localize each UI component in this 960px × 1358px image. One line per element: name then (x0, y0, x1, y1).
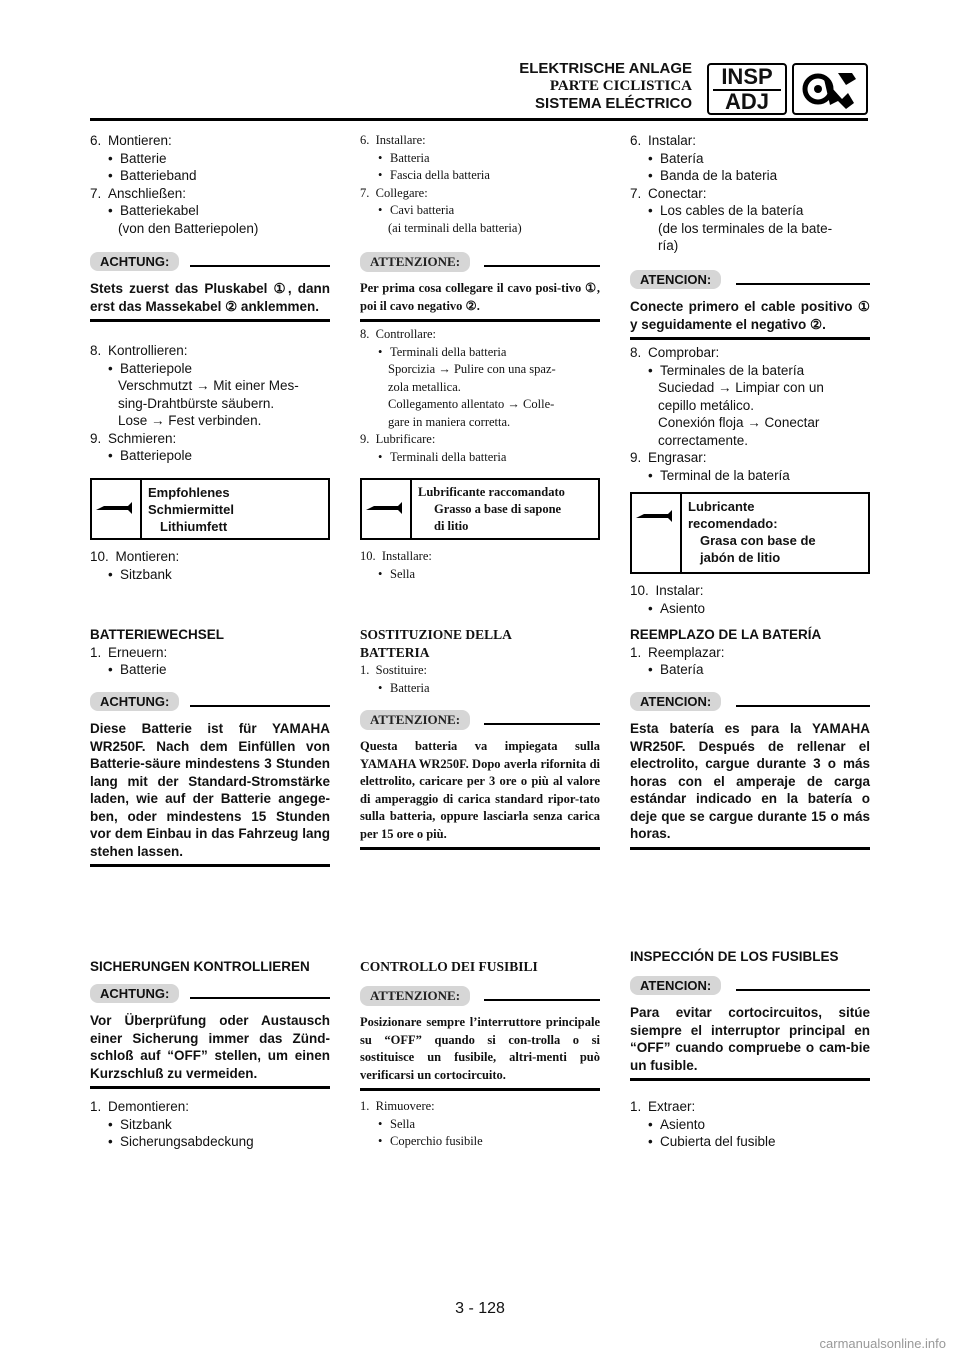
list-item: • Asiento (630, 1116, 870, 1134)
caution-text: Para evitar cortocircuitos, sitúe siempre el interruptor principal en “OFF” cuando compruebe o cam-bie un fusible. (630, 1005, 870, 1073)
grease-gun-icon (92, 480, 142, 538)
header-title-it: PARTE CICLISTICA (549, 78, 692, 94)
caution-label: ATTENZIONE: (360, 710, 470, 730)
step-lubricate: 9. Engrasar: (630, 450, 707, 465)
caution-rule (90, 864, 330, 867)
lubricant-box (360, 478, 600, 540)
caution-box (90, 984, 330, 1089)
caution-label: ACHTUNG: (90, 252, 179, 271)
lubricant-label: Schmiermittel (148, 502, 234, 517)
caution-text: Diese Batterie ist für YAMAHA WR250F. Nach dem Einfüllen von Batterie-säure mindestens 3 Stunden lang mit der Standard-Stromstärke laden, wie auf der Batterie angege-ben, oder mindestens 15 Stunden vor dem Einbau in das Fahrzeug lang stehen lassen. (90, 721, 330, 859)
lubricant-value: di litio (434, 519, 469, 533)
list-subitem: Sporcizia → Pulire con una spaz- (388, 362, 556, 376)
list-subitem: (de los terminales de la bate- (658, 220, 833, 236)
badge-bottom-label: ADJ (724, 89, 769, 114)
step-connect: 7. Conectar: (630, 185, 707, 201)
caution-rule (360, 319, 600, 322)
list-item: • Batterie (90, 661, 330, 679)
insp-adj-badge (707, 63, 787, 115)
caution-label: ATENCION: (630, 976, 721, 995)
caution-box (630, 692, 870, 850)
list-subitem: ría) (658, 238, 679, 253)
caution-rule (630, 847, 870, 850)
list-item: • Asiento (630, 600, 870, 618)
list-item: • Los cables de la batería (630, 202, 870, 220)
list-subitem: Conexión floja → Conectar (658, 415, 820, 430)
caution-text: Vor Überprüfung oder Austausch einer Sicherung immer das Zünd-schloß auf “OFF” stellen, um einen Kurzschluß zu vermeiden. (90, 1013, 330, 1081)
caution-label: ACHTUNG: (90, 984, 179, 1003)
section-title: CONTROLLO DEI FUSIBILI (360, 959, 538, 974)
step-replace: 1. Erneuern: (90, 644, 168, 660)
list-item: • Fascia della batteria (360, 167, 600, 185)
list-item: • Batería (630, 150, 870, 168)
header-title-es: SISTEMA ELÉCTRICO (535, 95, 692, 112)
caution-text: Conecte primero el cable positivo ① y seguidamente el negativo ②. (630, 299, 870, 332)
caution-box (630, 976, 870, 1081)
step-install: 10. Montieren: (90, 549, 180, 564)
caution-box (630, 270, 870, 340)
step-check: 8. Comprobar: (630, 345, 720, 360)
lubricant-value: Grasso a base di sapone (434, 502, 562, 516)
watermark-link[interactable]: carmanualsonline.info (819, 1336, 946, 1351)
list-subitem: zola metallica. (388, 379, 461, 394)
list-item: • Batterie (90, 150, 330, 168)
list-item: • Batteriekabel (90, 202, 330, 220)
list-subitem: Collegamento allentato → Colle- (388, 397, 555, 411)
caution-text: Stets zuerst das Pluskabel ①, dann erst das Massekabel ② anklemmen. (90, 281, 330, 314)
caution-text: Questa batteria va impiegata sulla YAMAHA WR250F. Dopo averla rifornita di elettrolito, caricare per 3 ore o più al valore di amperaggio di carica standard ripor-tato sulla batteria, oppure lasciarla senza carica per 15 ore o più. (360, 739, 600, 841)
grease-gun-icon (362, 480, 412, 538)
grease-gun-icon (632, 494, 682, 572)
lubricant-value: jabón de litio (700, 550, 781, 565)
section-title: REEMPLAZO DE LA BATERÍA (630, 627, 822, 642)
step-replace: 1. Reemplazar: (630, 644, 725, 660)
lubricant-value: Grasa con base de (700, 533, 816, 548)
list-item: • Batterieband (90, 167, 330, 185)
list-subitem: correctamente. (658, 432, 749, 448)
caution-label: ATTENZIONE: (360, 986, 470, 1006)
step-install: 6. Installare: (360, 133, 426, 147)
lubricant-box (90, 478, 330, 540)
caution-rule (630, 1078, 870, 1081)
section-title: SICHERUNGEN KONTROLLIEREN (90, 959, 310, 974)
lubricant-label: Empfohlenes (148, 485, 230, 500)
list-subitem: (ai terminali della batteria) (388, 220, 522, 235)
caution-box (90, 692, 330, 867)
step-remove: 1. Rimuovere: (360, 1099, 435, 1113)
list-subitem: Lose → Fest verbinden. (118, 413, 262, 428)
caution-box (90, 252, 330, 322)
caution-text: Posizionare sempre l’interruttore principale su “OFF” quando si con-trolla o si sostituisce un fusibile, altri-menti può verificarsi un cortocircuito. (360, 1015, 600, 1082)
caution-label: ATENCION: (630, 270, 721, 289)
caution-box (360, 986, 600, 1091)
step-replace: 1. Sostituire: (360, 663, 428, 677)
step-lubricate: 9. Lubrificare: (360, 432, 436, 446)
header-rule (90, 118, 868, 121)
step-install: 10. Installare: (360, 549, 432, 563)
step-remove: 1. Demontieren: (90, 1099, 190, 1114)
list-item: • Batería (630, 661, 870, 679)
step-install: 6. Instalar: (630, 133, 697, 148)
caution-rule (90, 319, 330, 322)
list-item: • Cavi batteria (360, 202, 600, 220)
step-connect: 7. Anschließen: (90, 185, 187, 201)
list-item: • Sella (360, 1116, 600, 1134)
step-connect: 7. Collegare: (360, 185, 428, 200)
step-remove: 1. Extraer: (630, 1099, 696, 1114)
list-subitem: (von den Batteriepolen) (118, 220, 259, 236)
section-title: INSPECCIÓN DE LOS FUSIBLES (630, 949, 839, 964)
lubricant-box (630, 492, 870, 574)
list-item: • Coperchio fusibile (360, 1133, 600, 1151)
lubricant-label: recomendado: (688, 516, 778, 531)
lubricant-label: Lubricante (688, 499, 755, 514)
caution-rule (360, 1088, 600, 1091)
caution-rule (360, 847, 600, 850)
caution-label: ATTENZIONE: (360, 252, 470, 272)
caution-label: ACHTUNG: (90, 692, 179, 711)
step-install: 10. Instalar: (630, 583, 704, 598)
caution-box (360, 252, 600, 322)
step-check: 8. Kontrollieren: (90, 343, 188, 358)
list-subitem: Suciedad → Limpiar con un (658, 380, 824, 395)
page-number: 3 - 128 (455, 1300, 505, 1317)
list-item: • Sella (360, 566, 600, 584)
list-item: • Terminal de la batería (630, 467, 870, 485)
list-subitem: Verschmutzt → Mit einer Mes- (118, 378, 299, 393)
list-item: • Sitzbank (90, 1116, 330, 1134)
list-item: • Terminali della batteria (360, 344, 600, 362)
caution-rule (630, 337, 870, 340)
list-item: • Terminali della batteria (360, 449, 600, 467)
step-lubricate: 9. Schmieren: (90, 430, 177, 446)
lubricant-value: Lithiumfett (160, 519, 228, 534)
list-item: • Batteria (360, 680, 600, 698)
list-item: • Sitzbank (90, 566, 330, 584)
caution-text: Per prima cosa collegare il cavo posi-tivo ①, poi il cavo negativo ②. (360, 281, 600, 313)
caution-label: ATENCION: (630, 692, 721, 711)
badge-top-label: INSP (721, 64, 773, 89)
list-subitem: sing-Drahtbürste säubern. (118, 395, 275, 411)
list-item: • Banda de la bateria (630, 167, 870, 185)
step-check: 8. Controllare: (360, 327, 437, 341)
list-item: • Terminales de la batería (630, 362, 870, 380)
list-item: • Sicherungsabdeckung (90, 1133, 330, 1151)
list-subitem: gare in maniera corretta. (388, 414, 511, 429)
list-item: • Batteriepole (90, 447, 330, 465)
step-install: 6. Montieren: (90, 133, 172, 148)
section-title: BATTERIEWECHSEL (90, 627, 224, 642)
toolbox-icon (792, 63, 868, 115)
list-item: • Cubierta del fusible (630, 1133, 870, 1151)
list-subitem: cepillo metálico. (658, 397, 755, 413)
list-item: • Batteriepole (90, 360, 330, 378)
list-item: • Batteria (360, 150, 600, 168)
lubricant-label: Lubrificante raccomandato (418, 485, 565, 499)
header-title-de: ELEKTRISCHE ANLAGE (519, 60, 692, 77)
caution-box (360, 710, 600, 850)
caution-rule (90, 1086, 330, 1089)
caution-text: Esta batería es para la YAMAHA WR250F. Después de rellenar el electrolito, cargue durante 3 o más horas con el amperaje de carga estándar indicado en la batería o deje que se cargue durante 15 o más horas. (630, 721, 870, 841)
section-title: SOSTITUZIONE DELLA BATTERIA (360, 627, 512, 660)
